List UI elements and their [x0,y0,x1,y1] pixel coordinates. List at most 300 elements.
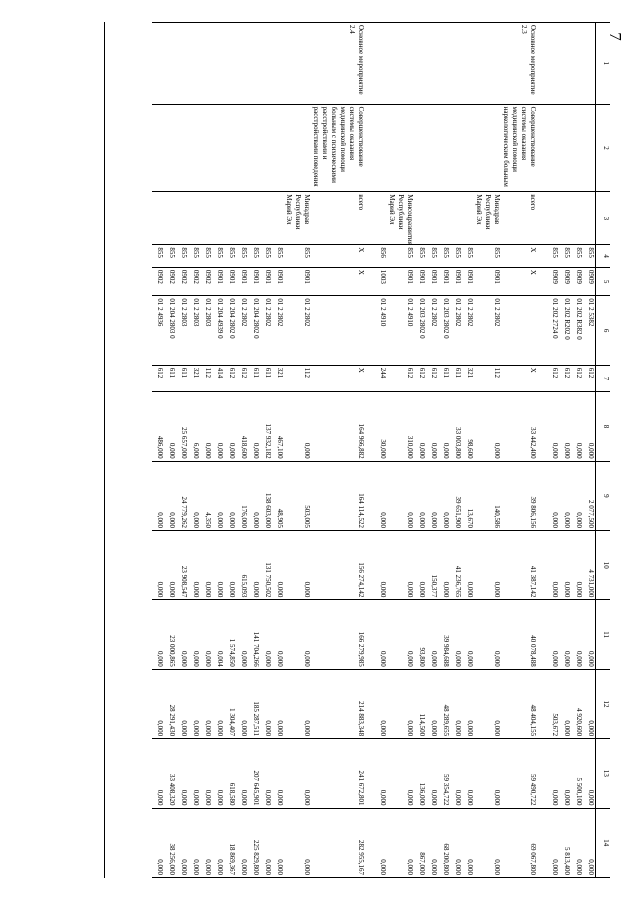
table-cell [284,23,311,105]
table-cell: 0,000 [559,739,571,808]
table-row [474,23,501,878]
table-cell: 855 [462,245,474,267]
table-cell: 0,000 [176,739,188,808]
table-cell: 01 2 2802 [260,296,272,365]
table-cell: 0,000 [426,669,438,738]
table-cell: 23 908,547 [176,531,188,600]
table-cell: 01 2 2802 [272,296,284,365]
table-cell [248,104,260,192]
table-cell: 0,000 [212,461,224,530]
table-row [501,23,537,878]
table-cell: 0,000 [559,392,571,461]
table-cell: 0,000 [224,392,236,461]
table-cell: 112 [284,365,311,392]
table-cell: 503,005 [284,461,311,530]
table-cell: 0902 [152,267,164,296]
table-cell: 6,000 [188,392,200,461]
table-cell: 0,000 [200,739,212,808]
table-cell [152,192,164,245]
table-cell: 0,000 [571,461,583,530]
table-cell: 0,000 [200,669,212,738]
table-cell: 0,000 [212,739,224,808]
table-cell: 855 [272,245,284,267]
table-cell: 503,672 [547,669,559,738]
table-cell [537,461,547,530]
table-cell [212,23,224,105]
table-cell: 0,000 [559,600,571,669]
table-cell: 0,000 [387,739,414,808]
table-cell: 0,000 [260,669,272,738]
table-cell: 856 [375,245,387,267]
table-row [571,23,583,878]
table-cell [571,104,583,192]
table-cell: 0,000 [462,669,474,738]
table-cell: 0,000 [474,531,501,600]
table-cell: 0,000 [375,669,387,738]
table-cell: 0,000 [547,392,559,461]
table-cell: 0,000 [224,531,236,600]
table-cell: 0,000 [260,600,272,669]
table-cell: 611 [248,365,260,392]
table-cell [547,104,559,192]
table-cell: 0,000 [152,808,164,877]
table-cell: 01 2 2802 [426,296,438,365]
table-cell [571,192,583,245]
table-cell: 0,000 [571,808,583,877]
table-cell: 855 [583,245,596,267]
table-cell [438,104,450,192]
table-cell [559,104,571,192]
table-cell: 486,000 [152,392,164,461]
table-cell: 0,000 [426,461,438,530]
table-cell: 0902 [188,267,200,296]
table-cell: 33 408,320 [164,739,176,808]
table-cell: 0902 [164,267,176,296]
table-cell: 2 077,500 [583,461,596,530]
table-cell: 0,000 [414,392,426,461]
table-cell: 48 404,155 [501,669,537,738]
table-row [176,23,188,878]
table-cell [164,104,176,192]
table-cell [462,192,474,245]
table-cell [200,104,212,192]
table-cell: 01 2 5382 [583,296,596,365]
table-cell: 612 [426,365,438,392]
table-cell [375,23,387,105]
table-cell: 0901 [462,267,474,296]
table-cell: 01 204 2802 0 [224,296,236,365]
table-cell: 0,000 [438,531,450,600]
table-cell: 5 813,400 [559,808,571,877]
table-cell [236,192,248,245]
table-cell: 0,000 [284,392,311,461]
table-cell: 867,000 [414,808,426,877]
table-cell: 0,000 [375,739,387,808]
table-cell: 0,000 [284,808,311,877]
table-cell: 0,000 [188,600,200,669]
table-cell [414,104,426,192]
table-cell: 4 920,600 [571,669,583,738]
table-cell: 0,000 [387,669,414,738]
table-cell: 0,000 [284,531,311,600]
table-cell: 0,000 [272,808,284,877]
table-cell: 0,000 [474,669,501,738]
table-cell [260,192,272,245]
table-cell: 612 [387,365,414,392]
table-cell [284,104,311,192]
table-cell: 141 704,266 [248,600,260,669]
table-cell: 0901 [212,267,224,296]
table-cell: 01 202 R202 0 [559,296,571,365]
table-row [414,23,426,878]
table-cell [365,365,375,392]
table-cell [200,192,212,245]
table-cell [365,739,375,808]
table-cell [260,104,272,192]
table-cell: 0,000 [212,808,224,877]
table-row [272,23,284,878]
table-cell: 0,000 [450,669,462,738]
column-header: 11 [596,600,611,669]
table-row [224,23,236,878]
table-cell: 0902 [200,267,212,296]
table-cell: 0,000 [164,392,176,461]
table-cell [559,23,571,105]
table-cell [375,192,387,245]
table-cell: 0,000 [200,392,212,461]
table-cell: 855 [474,245,501,267]
table-cell: 0,000 [224,461,236,530]
table-cell: 23 000,865 [164,600,176,669]
table-cell: 0,000 [571,600,583,669]
table-cell [365,104,375,192]
table-cell [164,192,176,245]
table-cell: 321 [188,365,200,392]
table-cell: 611 [260,365,272,392]
table-cell [462,23,474,105]
table-cell [571,23,583,105]
table-cell: 0,000 [176,669,188,738]
table-cell: 618,580 [224,739,236,808]
table-cell: 207 645,901 [248,739,260,808]
table-cell: 01 2 2802 [474,296,501,365]
table-row [311,23,365,878]
table-cell: 855 [260,245,272,267]
table-cell: 112 [200,365,212,392]
table-cell: 0,000 [583,392,596,461]
table-cell: Х [311,267,365,296]
table-cell: 0,000 [387,600,414,669]
table-cell: 0,000 [236,739,248,808]
table-cell: 112 [474,365,501,392]
table-cell: 0,000 [152,669,164,738]
column-header: 6 [596,296,611,365]
table-cell: 855 [164,245,176,267]
table-cell: 0,000 [236,669,248,738]
table-cell: 0,000 [559,669,571,738]
table-cell [547,23,559,105]
table-cell: 612 [547,365,559,392]
table-cell: Х [311,245,365,267]
column-header: 4 [596,245,611,267]
table-cell [224,104,236,192]
table-cell: 321 [462,365,474,392]
table-cell: 0902 [176,267,188,296]
table-cell [365,669,375,738]
table-cell: 0,000 [583,808,596,877]
table-cell: 0901 [474,267,501,296]
table-cell: 0,000 [284,600,311,669]
table-cell: 0909 [583,267,596,296]
table-cell [272,104,284,192]
table-cell: 166 279,985 [311,600,365,669]
table-cell: 48,905 [272,461,284,530]
column-header: 13 [596,739,611,808]
table-cell: 0,000 [559,531,571,600]
table-cell: 13,670 [462,461,474,530]
activity-description: Совершенствование системы оказания медицинской помощи наркологическим больным [501,104,537,192]
table-cell: 1 574,850 [224,600,236,669]
table-cell [438,192,450,245]
table-cell: 140,586 [474,461,501,530]
table-cell: 01 204 2803 0 [164,296,176,365]
table-cell [224,23,236,105]
table-cell: 185 287,511 [248,669,260,738]
table-cell: 0,000 [272,531,284,600]
table-cell: 01 203 2802 0 [414,296,426,365]
column-header: 10 [596,531,611,600]
table-row [583,23,596,878]
table-cell: 131 750,502 [260,531,272,600]
table-cell: 855 [559,245,571,267]
table-cell [537,23,547,105]
table-cell [365,267,375,296]
table-cell: 214 883,348 [311,669,365,738]
table-cell [200,23,212,105]
table-cell: 612 [559,365,571,392]
table-cell: 0,004 [212,600,224,669]
table-cell: 0,000 [450,739,462,808]
table-cell: 01 204 2802 0 [248,296,260,365]
table-cell: 114,500 [414,669,426,738]
table-cell: 241 672,801 [311,739,365,808]
table-cell [212,104,224,192]
table-cell: 855 [152,245,164,267]
table-row [438,23,450,878]
table-cell: 01 2 2802 [462,296,474,365]
table-cell: 321 [272,365,284,392]
table-cell: 164 966,882 [311,392,365,461]
table-cell: 612 [571,365,583,392]
table-cell: 39 984,688 [438,600,450,669]
table-cell [537,600,547,669]
document-sheet [104,22,609,878]
table-cell [583,192,596,245]
table-cell: 93,800 [414,600,426,669]
table-cell [426,192,438,245]
table-cell [414,192,426,245]
table-cell: 855 [176,245,188,267]
table-cell: 0,000 [200,531,212,600]
table-cell: 0,000 [152,461,164,530]
table-cell [188,104,200,192]
table-cell [176,192,188,245]
table-cell: 0,000 [375,531,387,600]
table-cell: 0,000 [248,531,260,600]
table-cell: 0,000 [571,392,583,461]
table-row [375,23,387,878]
table-cell: 855 [387,245,414,267]
table-cell: 28 291,430 [164,669,176,738]
table-cell: 611 [164,365,176,392]
table-cell [375,104,387,192]
table-cell: 01 204 4939 0 [212,296,224,365]
table-cell [188,23,200,105]
table-cell: Х [501,245,537,267]
table-cell: 38 256,000 [164,808,176,877]
table-cell: 98,600 [462,392,474,461]
table-cell: 01 2 4910 [375,296,387,365]
table-cell: 01 2 2803 [188,296,200,365]
table-cell [387,23,414,105]
table-cell [152,23,164,105]
table-row [248,23,260,878]
table-cell [365,192,375,245]
table-row [212,23,224,878]
column-header: 7 [596,365,611,392]
executor-label: Минсоцразвития Республики Марий Эл [387,192,414,245]
table-cell: 855 [438,245,450,267]
table-cell: 855 [188,245,200,267]
table-cell: 612 [583,365,596,392]
table-cell: 25 657,000 [176,392,188,461]
table-cell: 0,000 [438,392,450,461]
table-cell: 0,000 [387,808,414,877]
column-header: 12 [596,669,611,738]
table-cell [164,23,176,105]
table-cell [537,192,547,245]
table-cell: 0,000 [583,669,596,738]
table-cell: 0,000 [450,808,462,877]
activity-title: Основное мероприятие 2.3 [501,23,537,105]
table-cell: 01 2 2802 [450,296,462,365]
table-cell: 0,000 [248,461,260,530]
table-cell [365,461,375,530]
table-cell [474,104,501,192]
table-cell [537,808,547,877]
table-cell: 41 236,765 [450,531,462,600]
table-cell: 0909 [571,267,583,296]
activity-title: Основное мероприятие 2.4 [311,23,365,105]
table-cell: 0901 [450,267,462,296]
table-cell: 136,000 [414,739,426,808]
table-cell: 0,000 [284,739,311,808]
table-cell: 0901 [236,267,248,296]
page-number: 7 [605,32,625,41]
table-cell: 0,000 [462,808,474,877]
table-cell: 855 [212,245,224,267]
table-cell: 0,000 [474,808,501,877]
table-cell: 0,000 [284,669,311,738]
table-cell: 68 200,800 [438,808,450,877]
table-cell [236,23,248,105]
table-cell [537,296,547,365]
table-cell: 39 651,900 [450,461,462,530]
table-cell: 855 [248,245,260,267]
table-cell: 0,000 [272,739,284,808]
table-cell: 0,000 [438,461,450,530]
table-row [236,23,248,878]
table-cell [176,23,188,105]
table-row [260,23,272,878]
table-cell [260,23,272,105]
table-cell: 855 [236,245,248,267]
table-cell: 0909 [559,267,571,296]
table-cell: 467,100 [272,392,284,461]
table-cell: 0,000 [414,461,426,530]
table-cell [438,23,450,105]
table-cell: 156 274,142 [311,531,365,600]
table-cell: 0,000 [200,600,212,669]
column-header: 14 [596,808,611,877]
table-cell: 0,000 [164,531,176,600]
table-cell [365,392,375,461]
table-row [152,23,164,878]
table-cell: 0,000 [474,600,501,669]
table-cell: 855 [414,245,426,267]
table-cell: 0,000 [200,808,212,877]
table-cell [272,192,284,245]
table-cell: всего [311,192,365,245]
table-cell [537,669,547,738]
table-cell: 310,000 [387,392,414,461]
table-cell: 0,000 [176,600,188,669]
table-cell: 33 003,800 [450,392,462,461]
table-cell: 01 203 2802 0 [438,296,450,365]
table-cell: 69 067,800 [501,808,537,877]
table-cell [559,192,571,245]
table-cell: 0901 [248,267,260,296]
table-cell: 33 442,400 [501,392,537,461]
table-cell: 0,000 [547,739,559,808]
table-cell: 59 490,722 [501,739,537,808]
table-cell: 855 [284,245,311,267]
table-cell: 0,000 [248,392,260,461]
table-cell: всего [501,192,537,245]
table-cell: 01 2 2803 [176,296,188,365]
table-cell: 0,000 [188,808,200,877]
table-cell: 0901 [260,267,272,296]
table-cell [474,23,501,105]
table-cell: 0909 [547,267,559,296]
table-cell: 40 078,488 [501,600,537,669]
table-cell [537,365,547,392]
table-cell: 01 202 R382 0 [571,296,583,365]
table-cell [426,104,438,192]
table-cell: 4 731,000 [583,531,596,600]
table-row [284,23,311,878]
table-cell: 0,000 [375,461,387,530]
table-cell: 5 500,100 [571,739,583,808]
table-rotated-wrapper [105,22,610,878]
table-cell: 0,000 [387,531,414,600]
table-cell: 0,000 [272,669,284,738]
table-cell: 0,000 [547,600,559,669]
table-cell: 48 289,655 [438,669,450,738]
table-cell: 418,600 [236,392,248,461]
table-cell: 0,000 [188,669,200,738]
table-cell [176,104,188,192]
